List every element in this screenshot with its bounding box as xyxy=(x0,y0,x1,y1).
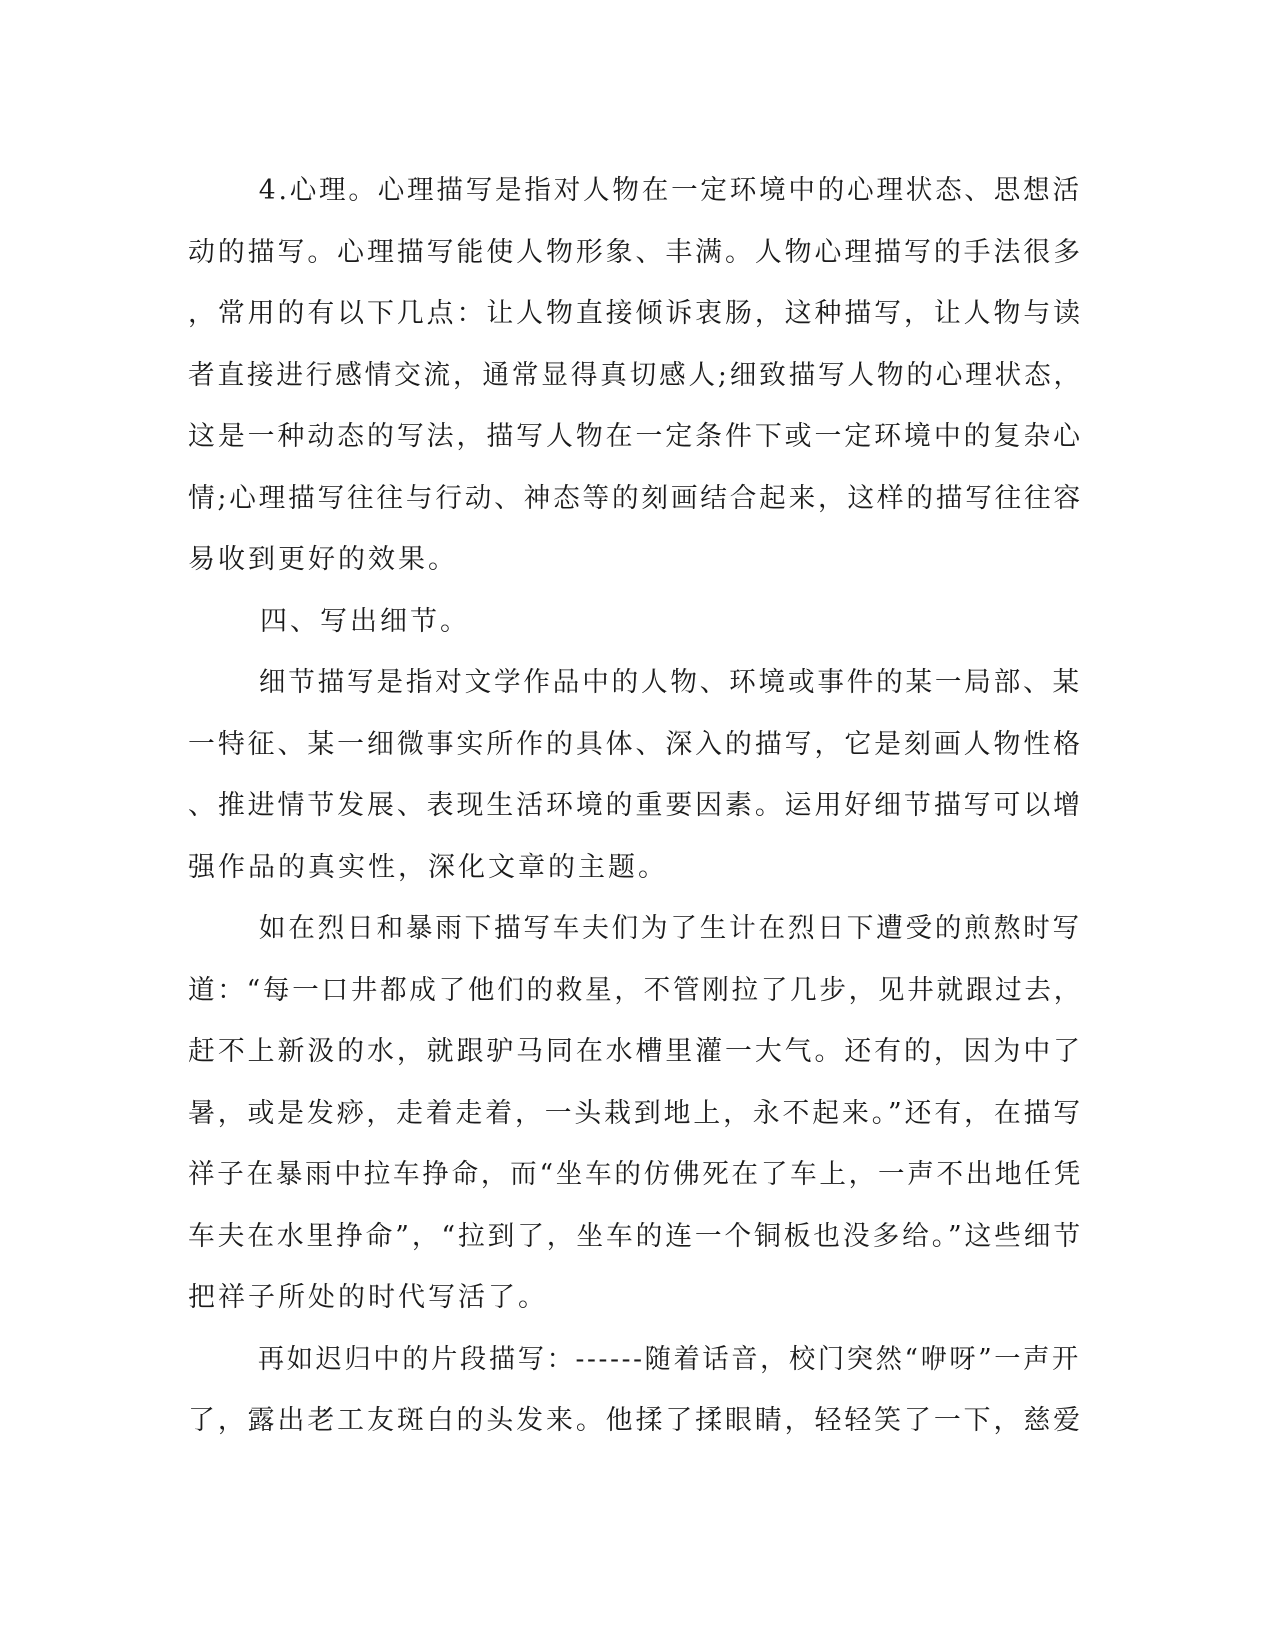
text-line: 动的描写。心理描写能使人物形象、丰满。人物心理描写的手法很多 xyxy=(188,236,1083,268)
text-line: 把祥子所处的时代写活了。 xyxy=(188,1282,548,1313)
text-line: 车夫在水里挣命”，“拉到了，坐车的连一个铜板也没多给。”这些细节 xyxy=(188,1220,1083,1252)
text-line: 者直接进行感情交流，通常显得真切感人;细致描写人物的心理状态， xyxy=(188,359,1083,391)
text-line: 祥子在暴雨中拉车挣命，而“坐车的仿佛死在了车上，一声不出地任凭 xyxy=(188,1159,1083,1190)
text-line: 一特征、某一细微事实所作的具体、深入的描写，它是刻画人物性格 xyxy=(188,728,1083,760)
text-line: 了，露出老工友斑白的头发来。他揉了揉眼睛，轻轻笑了一下，慈爱 xyxy=(188,1405,1083,1436)
text-line: 赶不上新汲的水，就跟驴马同在水槽里灌一大气。还有的，因为中了 xyxy=(188,1036,1083,1067)
text-line: 如在烈日和暴雨下描写车夫们为了生计在烈日下遭受的煎熬时写 xyxy=(258,913,1082,944)
text-line: 易收到更好的效果。 xyxy=(188,544,458,575)
text-line: 强作品的真实性，深化文章的主题。 xyxy=(188,851,668,883)
text-line: 细节描写是指对文学作品中的人物、环境或事件的某一局部、某 xyxy=(258,667,1082,698)
text-line: 4.心理。心理描写是指对人物在一定环境中的心理状态、思想活 xyxy=(258,175,1082,206)
text-line: 道：“每一口井都成了他们的救星，不管刚拉了几步，见井就跟过去， xyxy=(188,974,1083,1006)
text-line: ，常用的有以下几点：让人物直接倾诉衷肠，这种描写，让人物与读 xyxy=(188,298,1083,329)
text-line: 这是一种动态的写法，描写人物在一定条件下或一定环境中的复杂心 xyxy=(188,421,1083,452)
text-line: 情;心理描写往往与行动、神态等的刻画结合起来，这样的描写往往容 xyxy=(188,482,1083,514)
text-line: 再如迟归中的片段描写：------随着话音，校门突然“咿呀”一声开 xyxy=(257,1343,1081,1375)
text-line: 四、写出细节。 xyxy=(260,605,470,637)
text-line: 、推进情节发展、表现生活环境的重要因素。运用好细节描写可以增 xyxy=(188,790,1083,821)
text-line: 暑，或是发痧，走着走着，一头栽到地上，永不起来。”还有，在描写 xyxy=(188,1097,1083,1129)
body-text xyxy=(188,160,1083,1452)
